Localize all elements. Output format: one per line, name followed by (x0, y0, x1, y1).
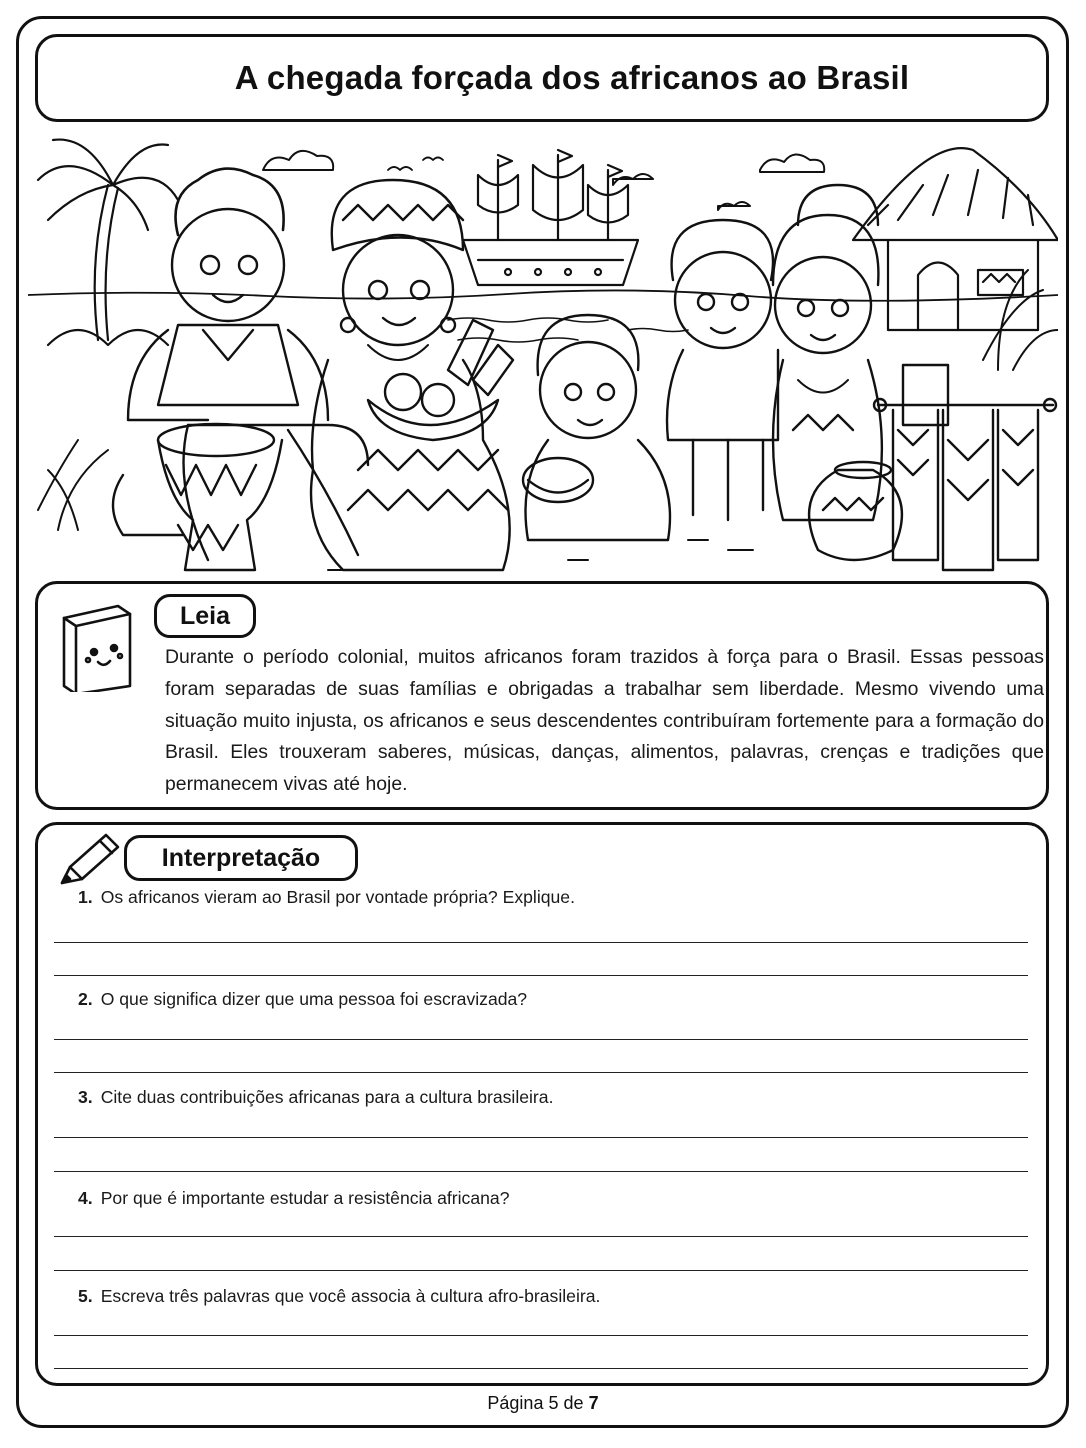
answer-line[interactable] (54, 1335, 1028, 1336)
palm-tree (38, 140, 178, 345)
cloud-icon (263, 151, 824, 210)
question-text: Cite duas contribuições africanas para a cultura brasileira. (100, 1087, 554, 1107)
answer-line[interactable] (54, 975, 1028, 976)
man-with-drum (113, 169, 368, 570)
answer-line[interactable] (54, 1039, 1028, 1040)
footer-separator: de (563, 1393, 584, 1413)
woman-with-basket (311, 180, 513, 570)
question-number: 4. (78, 1188, 93, 1208)
question-1 (78, 887, 1028, 908)
hut (853, 148, 1058, 330)
answer-line[interactable] (54, 1072, 1028, 1073)
page-footer (0, 1393, 1086, 1414)
question-number: 2. (78, 989, 93, 1009)
footer-total: 7 (588, 1393, 599, 1413)
coloring-illustration (28, 130, 1058, 580)
pencil-icon (52, 831, 122, 891)
answer-line[interactable] (54, 1171, 1028, 1172)
answer-line[interactable] (54, 1368, 1028, 1369)
question-2 (78, 989, 1028, 1010)
interpretation-label: Interpretação (124, 835, 358, 881)
footer-current: 5 (548, 1393, 559, 1413)
question-4 (78, 1188, 1028, 1209)
question-text: Por que é importante estudar a resistência africana? (100, 1188, 510, 1208)
question-number: 5. (78, 1286, 93, 1306)
question-text: Escreva três palavras que você associa à cultura afro-brasileira. (100, 1286, 601, 1306)
answer-line[interactable] (54, 942, 1028, 943)
book-icon (56, 596, 136, 692)
page-title: A chegada forçada dos africanos ao Brasil (234, 59, 910, 96)
question-number: 1. (78, 887, 93, 907)
answer-line[interactable] (54, 1270, 1028, 1271)
child-with-bowl (523, 315, 670, 540)
interpretation-section (35, 822, 1049, 1386)
ship (463, 150, 638, 285)
read-label: Leia (154, 594, 256, 638)
question-5 (78, 1286, 1028, 1307)
read-paragraph: Durante o período colonial, muitos africanos foram trazidos à força para o Brasil. Essas pessoas foram separadas de suas famílias e obrigadas a trabalhar sem liberdade. Mesmo vivendo uma situação muito injusta, os africanos e seus descendentes contribuíram fortemente para a formação do Brasil. Eles trouxeram saberes, músicas, danças, alimentos, palavras, crenças e tradições que permanecem vivas até hoje. (165, 646, 1044, 796)
question-3 (78, 1087, 1028, 1108)
question-number: 3. (78, 1087, 93, 1107)
read-section (35, 581, 1049, 810)
textile-rack (874, 399, 1056, 570)
question-text: Os africanos vieram ao Brasil por vontade própria? Explique. (100, 887, 575, 907)
title-box (35, 34, 1049, 122)
answer-line[interactable] (54, 1137, 1028, 1138)
question-text: O que significa dizer que uma pessoa foi escravizada? (100, 989, 528, 1009)
answer-line[interactable] (54, 1236, 1028, 1237)
footer-prefix: Página (487, 1393, 544, 1413)
